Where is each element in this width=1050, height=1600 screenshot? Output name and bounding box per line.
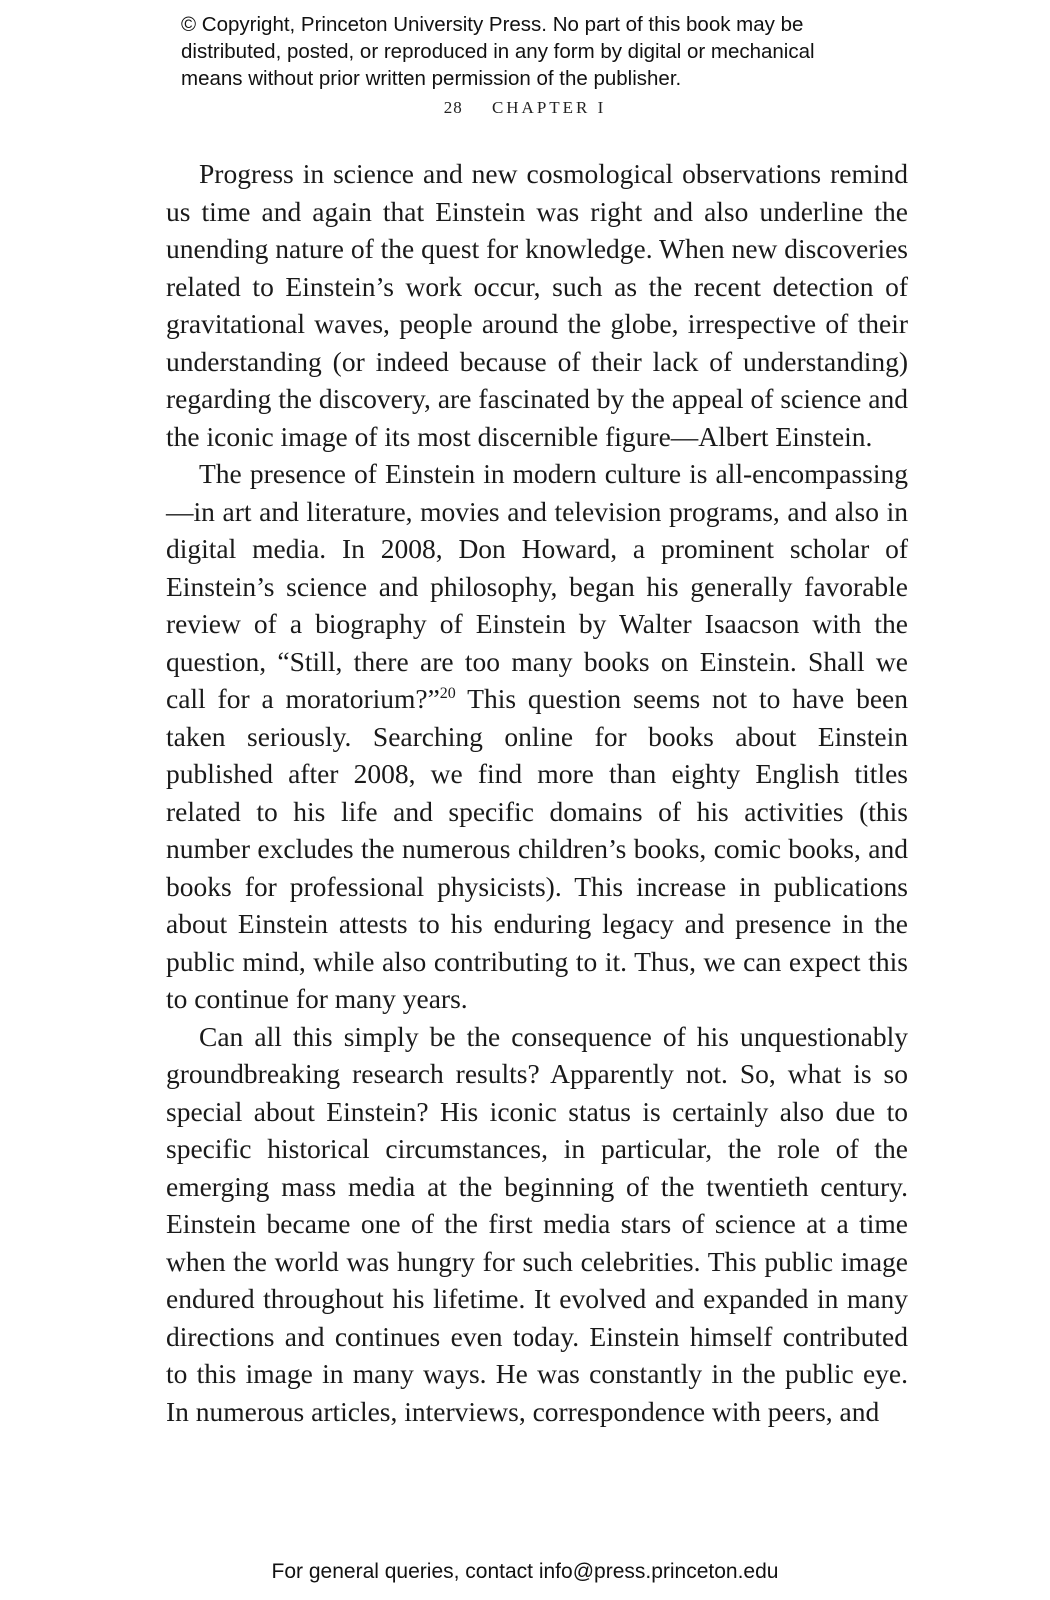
paragraph-3: Can all this simply be the consequence of his unquestionably groundbreaking research results? Apparently not. So, what is so special about Einstein? His iconic status is certainly also due to specific historical circumstances, in particular, the role of the emerging mass media at the beginning of the twentieth century. Einstein became one of the first media stars of science at a time when the world was hungry for such celebrities. This public image endured throughout his lifetime. It evolved and expanded in many directions and continues even today. Einstein himself contributed to this image in many ways. He was constantly in the public eye. In numerous articles, interviews, correspondence with peers, and — [166, 1020, 908, 1427]
footnote-reference-20[interactable]: 20 — [439, 685, 456, 702]
copyright-line-3: means without prior written permission of the publisher. — [181, 67, 682, 90]
paragraph-2-text-before-note: The presence of Einstein in modern culture is all-encompassing—in art and literature, movies and television programs, and also in digital media. In 2008, Don Howard, a prominent scholar of Einstein’s science and philosophy, began his generally favorable review of a biography of Einstein by Walter Isaacson with the question, “Still, there are too many books on Einstein. Shall we call for a moratorium?” — [166, 458, 908, 714]
copyright-notice — [181, 11, 941, 92]
running-head — [0, 98, 1050, 118]
copyright-line-1: © Copyright, Princeton University Press. No part of this book may be — [181, 13, 804, 36]
paragraph-1: Progress in science and new cosmological observations remind us time and again that Einstein was right and also underline the unending nature of the quest for knowledge. When new discoveries related to Einstein’s work occur, such as the recent detection of gravitational waves, people around the globe, irrespective of their understanding (or indeed because of their lack of understanding) regarding the discovery, are fascinated by the appeal of science and the iconic image of its most discernible figure—Albert Einstein. — [166, 158, 908, 452]
paragraph-2-text-after-note: This question seems not to have been taken seriously. Searching online for books about Einstein published after 2008, we find more than eighty English titles related to his life and specific domains of his activities (this number excludes the numerous children’s books, comic books, and books for professional physicists). This increase in publications about Einstein attests to his enduring legacy and presence in the public mind, while also contributing to it. Thus, we can expect this to continue for many years. — [166, 683, 908, 1014]
copyright-line-2: distributed, posted, or reproduced in any form by digital or mechanical — [181, 40, 815, 63]
paragraph-2 — [166, 455, 908, 1018]
chapter-label: CHAPTER I — [491, 98, 607, 117]
contact-footer: For general queries, contact info@press.princeton.edu — [271, 1560, 779, 1583]
page-number: 28 — [443, 98, 463, 117]
body-text — [166, 155, 908, 1430]
